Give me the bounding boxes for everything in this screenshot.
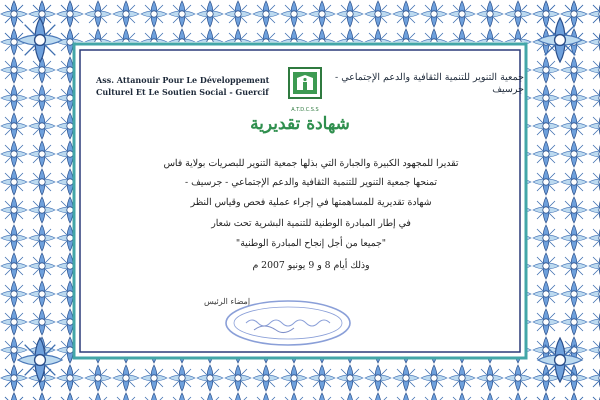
- body-line: تقديرا للمجهود الكبيرة والجبارة التي بذلها جمعية التنوير للبصريات بولاية فاس: [163, 158, 459, 169]
- body-line: في إطار المبادرة الوطنية للتنمية البشرية تحت شعار: [211, 218, 411, 229]
- logo-caption: A.T.D.C.S.S: [291, 107, 319, 113]
- organization-name-french: Ass. Attanouir Pour Le Développement Culturel Et Le Soutien Social - Guercif: [96, 75, 270, 97]
- body-line: تمنحها جمعية التنوير للتنمية الثقافية والدعم الإجتماعي - جرسيف -: [185, 177, 437, 188]
- official-stamp: [218, 296, 358, 350]
- president-signature-label: إمضاء الرئيس: [203, 297, 251, 306]
- organization-name-arabic: جمعية التنوير للتنمية الثقافية والدعم الإجتماعي - جرسيف: [335, 72, 524, 95]
- certificate-title: شهادة تقديرية: [250, 114, 350, 134]
- body-line: وذلك أيام 8 و 9 يونيو 2007 م: [252, 260, 370, 271]
- body-line: "جميعا من أجل إنجاح المبادرة الوطنية": [235, 238, 387, 249]
- body-line: شهادة تقديرية للمساهمتها في إجراء عملية فحص وقياس النظر: [190, 197, 432, 208]
